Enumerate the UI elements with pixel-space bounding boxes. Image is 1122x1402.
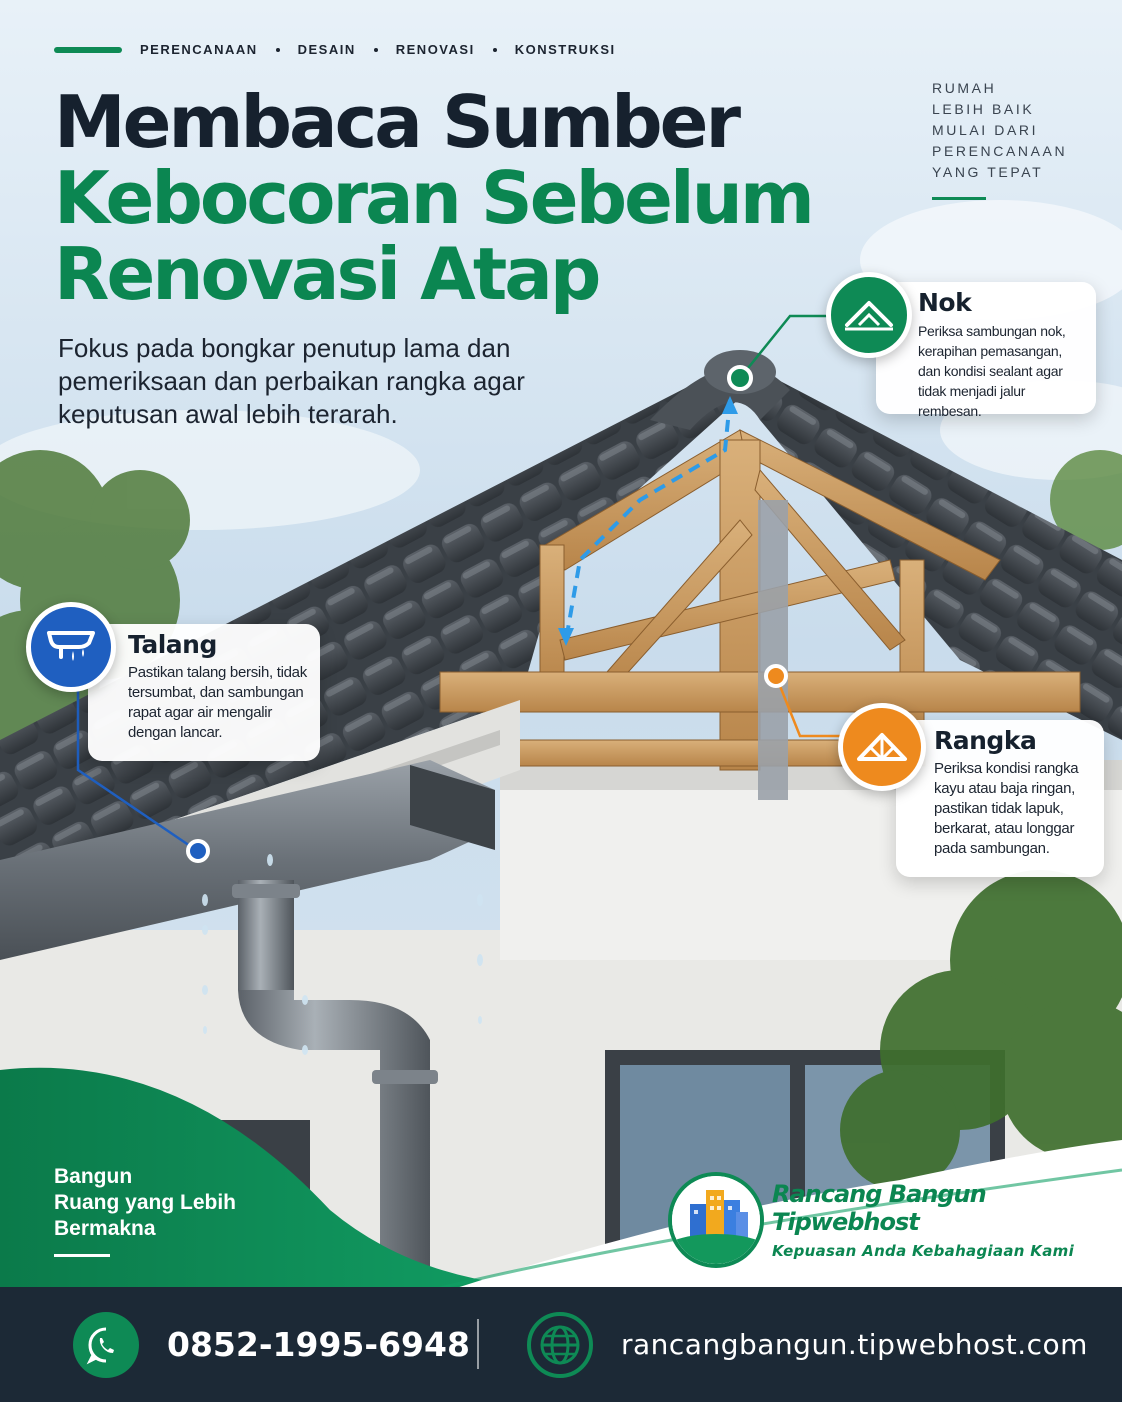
website-url: rancangbangun.tipwebhost.com (621, 1328, 1088, 1361)
motto-line: Ruang yang Lebih (54, 1191, 237, 1214)
tagline (932, 78, 1092, 200)
brand-slogan: Kepuasan Anda Kebahagiaan Kami (772, 1242, 1075, 1260)
tagline-underline (932, 197, 986, 200)
callout-body: Periksa kondisi rangka kayu atau baja ringan, pastikan tidak lapuk, berkarat, atau longgar pada sambungan. (934, 760, 1079, 857)
tag-separator (276, 48, 280, 52)
callout-body: Periksa sambungan nok, kerapihan pemasangan, dan kondisi sealant agar tidak menjadi jalur rembesan. (918, 323, 1066, 419)
tag-perencanaan: PERENCANAAN (140, 42, 258, 57)
tag-renovasi: RENOVASI (395, 42, 475, 57)
roof-ridge-icon (826, 272, 912, 358)
callout-title: Nok (918, 288, 972, 317)
tagline-line: LEBIH BAIK (932, 101, 1035, 117)
title-line-1: Membaca Sumber (54, 80, 738, 164)
accent-bar (54, 47, 122, 53)
tag-separator (493, 48, 497, 52)
gutter-icon (26, 602, 116, 692)
motto-line: Bermakna (54, 1217, 156, 1240)
motto-underline (54, 1254, 110, 1257)
topic-tags (54, 42, 616, 57)
tagline-line: PERENCANAAN (932, 143, 1068, 159)
whatsapp-icon (73, 1312, 139, 1378)
tagline-line: YANG TEPAT (932, 164, 1044, 180)
title-line-2: Kebocoran Sebelum (54, 156, 812, 240)
tag-desain: DESAIN (297, 42, 356, 57)
phone-contact[interactable] (73, 1287, 470, 1402)
tagline-line: RUMAH (932, 80, 997, 96)
truss-icon (838, 703, 926, 791)
motto-line: Bangun (54, 1165, 133, 1188)
brand (668, 1172, 1122, 1268)
callout-body: Pastikan talang bersih, tidak tersumbat, dan sambungan rapat agar air mengalir dengan lancar. (128, 664, 307, 741)
phone-number: 0852-1995-6948 (167, 1325, 470, 1364)
tagline-line: MULAI DARI (932, 122, 1039, 138)
callout-title: Talang (128, 630, 217, 659)
brand-name: Rancang Bangun Tipwebhost (772, 1180, 986, 1236)
callout-rangka (896, 720, 1104, 877)
title-line-3: Renovasi Atap (54, 232, 599, 316)
website-contact[interactable] (527, 1287, 1088, 1402)
callout-talang (88, 624, 320, 761)
motto (54, 1164, 274, 1257)
brand-text (764, 1180, 1122, 1260)
tag-separator (374, 48, 378, 52)
page-title (54, 80, 812, 316)
subtitle: Fokus pada bongkar penutup lama dan pemeriksaan dan perbaikan rangka agar keputusan awal lebih terarah. (58, 333, 525, 429)
contact-footer (0, 1287, 1122, 1402)
globe-icon (527, 1312, 593, 1378)
brand-logo (668, 1172, 764, 1268)
callout-title: Rangka (934, 726, 1037, 755)
footer-divider (477, 1319, 479, 1369)
tag-konstruksi: KONSTRUKSI (514, 42, 616, 57)
